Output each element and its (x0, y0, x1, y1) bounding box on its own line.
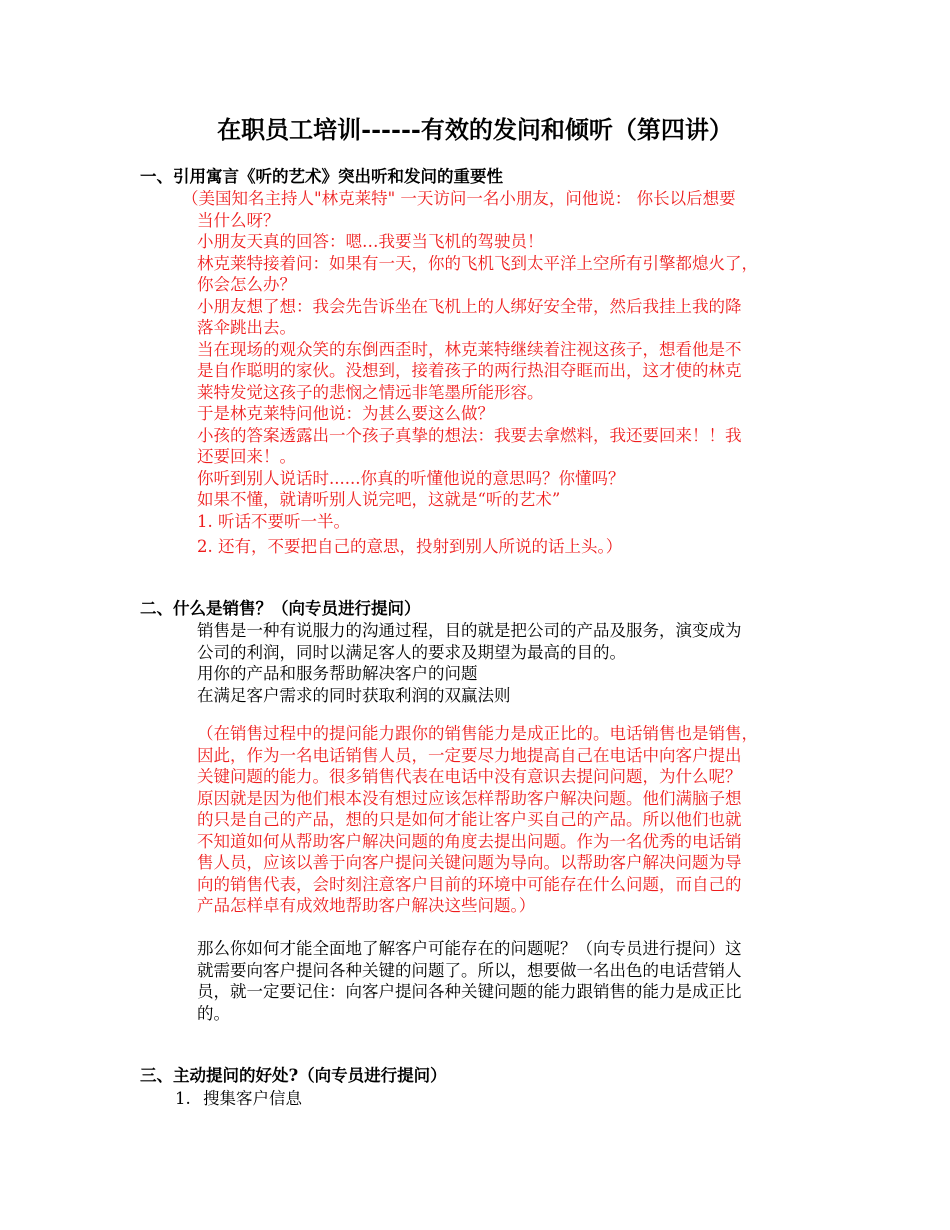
story-line: 你会怎么办？ (197, 275, 296, 294)
story-line: 落伞跳出去。 (197, 318, 296, 337)
section-1-heading: 一、引用寓言《听的艺术》突出听和发问的重要性 (140, 167, 503, 186)
conclusion-line: 就需要向客户提问各种关键的问题了。所以，想要做一名出色的电话营销人 (197, 960, 742, 980)
explanation-line: 向的销售代表，会时刻注意客户目前的环境中可能存在什么问题，而自己的 (197, 874, 742, 894)
story-line: 莱特发觉这孩子的悲悯之情远非笔墨所能形容。 (197, 382, 544, 402)
explanation-line: 的只是自己的产品，想的只是如何才能让客户买自己的产品。所以他们也就 (197, 810, 742, 829)
explanation-line: 因此，作为一名电话销售人员，一定要尽力地提高自己在电话中向客户提出 (197, 745, 742, 765)
story-line: （美国知名主持人"林克莱特" 一天访问一名小朋友，问他说： 你长以后想要 (182, 189, 736, 208)
story-line: 还要回来！。 (197, 447, 296, 466)
section-2-heading: 二、什么是销售？（向专员进行提问） (140, 599, 421, 618)
explanation-line: 不知道如何从帮助客户解决问题的角度去提出问题。作为一名优秀的电话销 (197, 831, 742, 851)
sales-explanation (197, 723, 758, 917)
story-line: 小朋友天真的回答：嗯…我要当飞机的驾驶员！ (197, 232, 544, 251)
explanation-line: 原因就是因为他们根本没有想过应该怎样帮助客户解决问题。他们满脑子想 (197, 788, 742, 808)
story-line: 1. 听话不要听一半。 (197, 511, 350, 531)
story-line: 当什么呀？ (197, 210, 280, 230)
list-item (175, 1088, 302, 1110)
list-item-number: 1. (175, 1089, 191, 1108)
section-1-story (182, 188, 758, 532)
story-line: 如果不懂，就请听别人说完吧，这就是“听的艺术” (197, 490, 561, 509)
explanation-line: 关键问题的能力。很多销售代表在电话中没有意识去提问问题，为什么呢？ (197, 767, 742, 786)
explanation-line: 产品怎样卓有成效地帮助客户解决这些问题。） (197, 896, 536, 915)
list-item-text: 搜集客户信息 (203, 1089, 302, 1108)
explanation-line: （在销售过程中的提问能力跟你的销售能力是成正比的。电话销售也是销售， (197, 724, 758, 743)
section-3-heading: 三、主动提问的好处?（向专员进行提问） (140, 1066, 447, 1085)
conclusion-line: 的。 (197, 1003, 230, 1023)
explanation-line: 售人员，应该以善于向客户提问关键问题为导向。以帮助客户解决问题为导 (197, 853, 742, 872)
sales-conclusion (197, 938, 742, 1024)
story-line: 林克莱特接着问：如果有一天，你的飞机飞到太平洋上空所有引擎都熄火了， (197, 253, 758, 273)
definition-line: 销售是一种有说服力的沟通过程，目的就是把公司的产品及服务，演变成为 (197, 621, 742, 640)
story-line: 你听到别人说话时......你真的听懂他说的意思吗？你懂吗？ (197, 468, 625, 488)
story-line: 当在现场的观众笑的东倒西歪时，林克莱特继续着注视这孩子，想看他是不 (197, 339, 742, 359)
story-line: 小朋友想了想：我会先告诉坐在飞机上的人绑好安全带，然后我挂上我的降 (197, 296, 742, 316)
definition-line: 在满足客户需求的同时获取利润的双赢法则 (197, 685, 511, 705)
story-line: 是自作聪明的家伙。没想到，接着孩子的两行热泪夺眶而出，这才使的林克 (197, 361, 742, 380)
conclusion-line: 那么你如何才能全面地了解客户可能存在的问题呢？（向专员进行提问）这 (197, 939, 742, 958)
sales-definition (197, 620, 742, 706)
section-1-point-2: 2. 还有，不要把自己的意思，投射到别人所说的话上头。） (197, 537, 623, 556)
definition-line: 公司的利润，同时以满足客人的要求及期望为最高的目的。 (197, 642, 626, 662)
definition-line: 用你的产品和服务帮助解决客户的问题 (197, 664, 478, 683)
document-title: 在职员工培训------有效的发问和倾听（第四讲） (217, 115, 733, 144)
story-line: 于是林克莱特问他说：为甚么要这么做？ (197, 404, 494, 423)
story-line: 小孩的答案透露出一个孩子真挚的想法：我要去拿燃料，我还要回来！！我 (197, 425, 742, 445)
conclusion-line: 员，就一定要记住：向客户提问各种关键问题的能力跟销售的能力是成正比 (197, 982, 742, 1001)
